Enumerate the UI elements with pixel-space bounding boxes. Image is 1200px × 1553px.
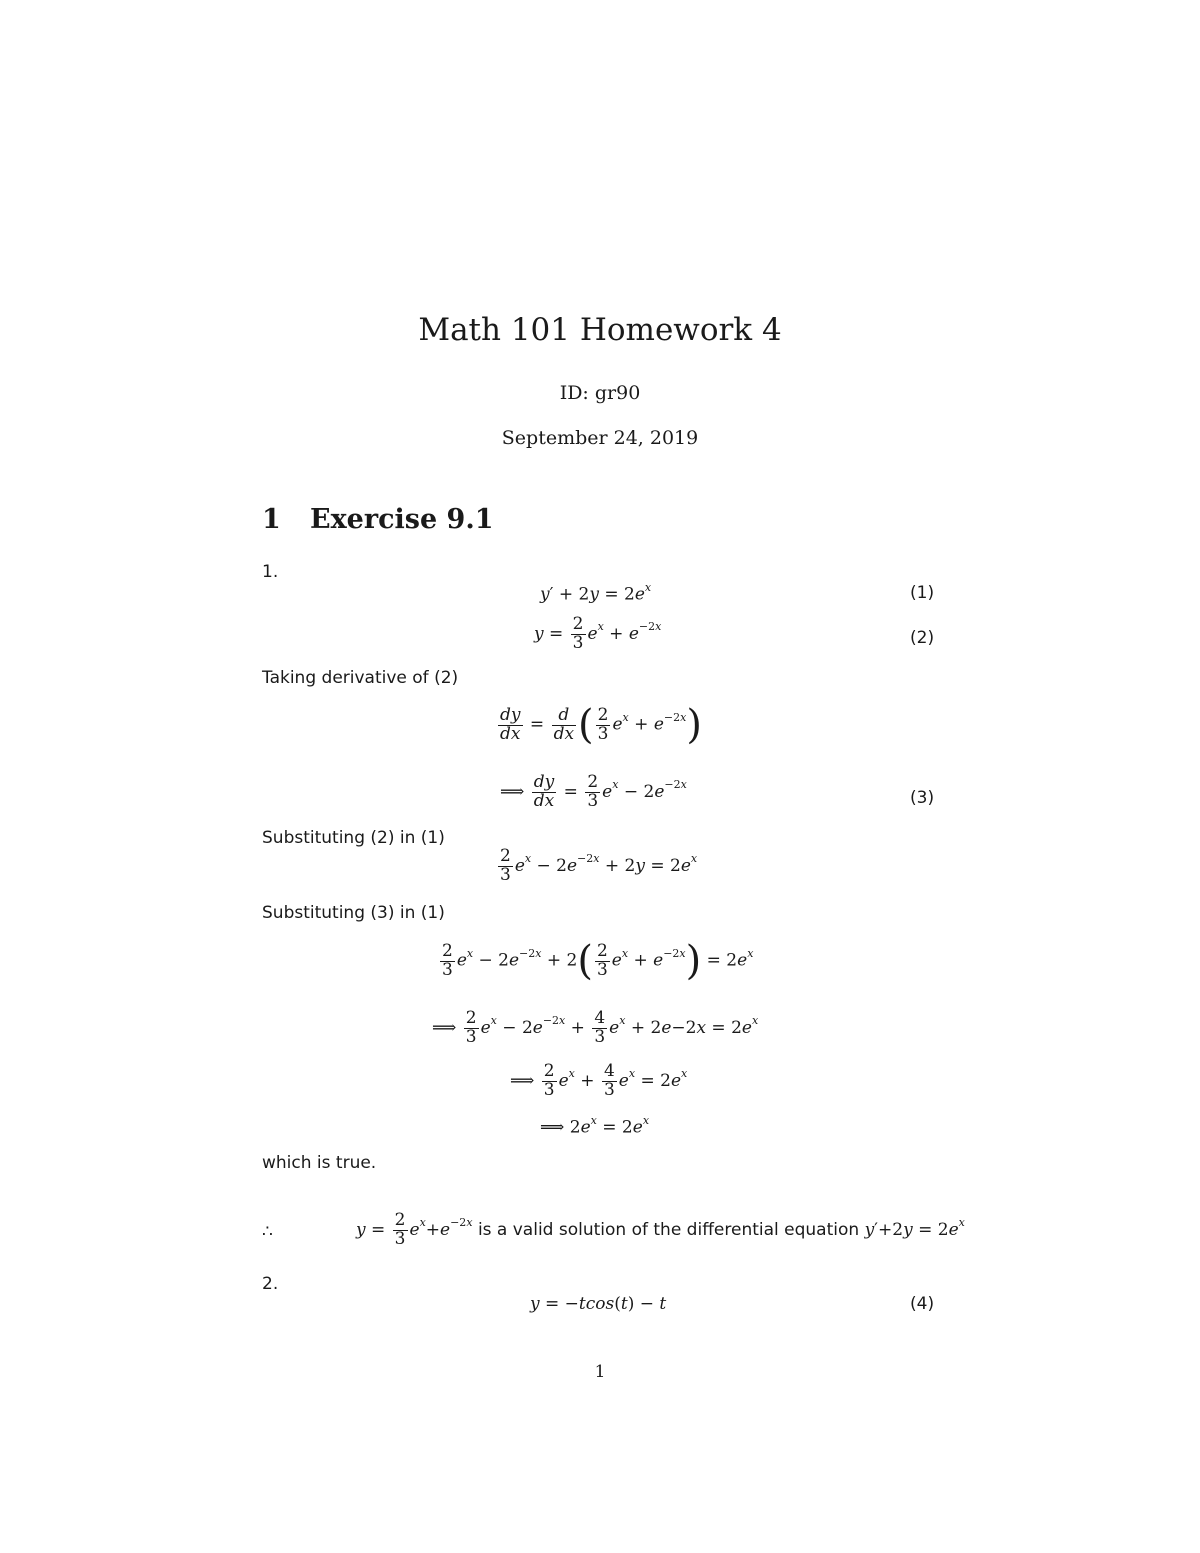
document-author: ID: gr90 xyxy=(559,382,641,404)
equation-3: ⟹ $\frac{dy}{dx}$ = $\frac{2}{3}$ $e^x - 2e^{-2x}$ xyxy=(500,772,687,811)
substitution-3-equation: $\frac{2}{3}$ $e^x - 2e^{-2x} + 2$( $\frac{2}{3}$ $e^x + e^{-2x}) = 2e^x$ xyxy=(442,938,754,984)
simplification-step-2: ⟹ $\frac{2}{3}$ $e^x$ + $\frac{4}{3}$ $e^x = 2e^x$ xyxy=(510,1061,688,1100)
which-is-true-text: which is true. xyxy=(262,1153,377,1173)
section-number: 1 xyxy=(262,504,281,535)
equation-number-2: (2) xyxy=(910,628,935,648)
simplification-step-1: ⟹ $\frac{2}{3}$ $e^x - 2e^{-2x}$ + $\frac{4}{3}$ $e^x + 2e-2x = 2e^x$ xyxy=(432,1008,759,1047)
equation-number-4: (4) xyxy=(910,1294,935,1314)
valid-solution-text: is a valid solution of the differential equation xyxy=(477,1219,860,1240)
therefore-symbol: ∴ xyxy=(262,1222,273,1242)
equation-4: y = −tcos(t) − t xyxy=(530,1294,667,1314)
item-1-label: 1. xyxy=(262,562,279,582)
equation-number-3: (3) xyxy=(910,788,935,808)
section-heading xyxy=(262,504,494,535)
document-date: September 24, 2019 xyxy=(501,427,699,449)
substituting-3-text: Substituting (3) in (1) xyxy=(262,903,445,923)
document-title: Math 101 Homework 4 xyxy=(418,312,782,348)
simplification-step-3: ⟹ $2e^x = 2e^x$ xyxy=(540,1114,650,1138)
substituting-2-text: Substituting (2) in (1) xyxy=(262,828,445,848)
derivative-equation: $\frac{dy}{dx}$ = $\frac{d}{dx}$ ( $\frac{2}{3}$ $e^x + e^{-2x}$) xyxy=(500,702,702,748)
equation-1: $y' + 2y = 2e^x$ xyxy=(540,581,652,605)
equation-2: y = $\frac{2}{3}$ $e^x + e^{-2x}$ xyxy=(534,614,662,653)
section-title: Exercise 9.1 xyxy=(310,504,494,535)
conclusion-statement: y = $\frac{2}{3}$ $e^x+e^{-2x}$ is a valid solution of the differential equation $y'+2y = 2e^x$ xyxy=(356,1210,965,1249)
substitution-2-equation: $\frac{2}{3}$ $e^x - 2e^{-2x} + 2y = 2e^x$ xyxy=(500,846,698,885)
equation-number-1: (1) xyxy=(910,583,935,603)
taking-derivative-text: Taking derivative of (2) xyxy=(262,668,459,688)
page-number: 1 xyxy=(594,1362,606,1382)
item-2-label: 2. xyxy=(262,1274,279,1294)
